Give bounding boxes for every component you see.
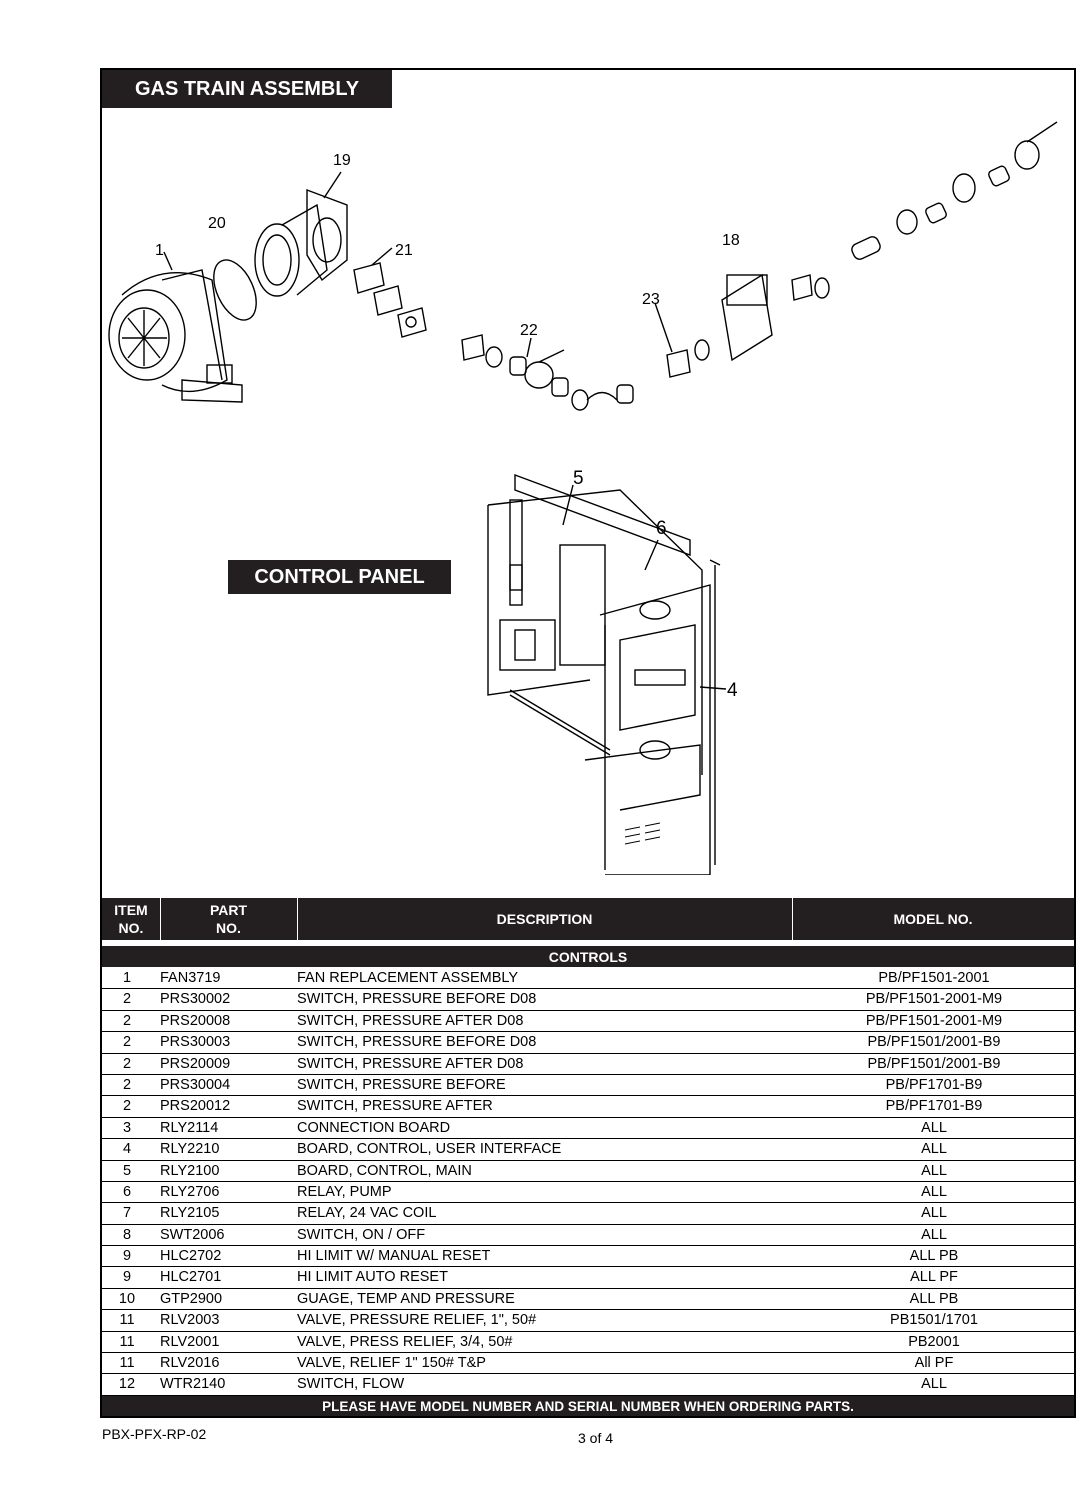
table-row: [102, 1054, 1074, 1075]
item-no-cell: 9: [122, 1248, 132, 1265]
model-no-cell: PB/PF1501/2001-B9: [867, 1055, 1001, 1072]
table-row: [102, 1332, 1074, 1353]
ordering-note: PLEASE HAVE MODEL NUMBER AND SERIAL NUMBER WHEN ORDERING PARTS.: [102, 1396, 1074, 1416]
part-no-cell: GTP2900: [160, 1290, 223, 1307]
part-no-cell: PRS30003: [160, 1034, 231, 1051]
part-no-cell: RLV2001: [160, 1333, 220, 1350]
blower-fan-drawing: [109, 270, 242, 402]
gas-train-title: GAS TRAIN ASSEMBLY: [102, 70, 392, 108]
item-no-cell: 2: [122, 1034, 132, 1051]
model-no-cell: ALL: [921, 1226, 947, 1243]
description-cell: BOARD, CONTROL, MAIN: [297, 1162, 472, 1179]
item-no-cell: 2: [122, 1076, 132, 1093]
description-cell: SWITCH, PRESSURE BEFORE: [297, 1076, 506, 1093]
description-cell: SWITCH, PRESSURE AFTER: [297, 1098, 493, 1115]
description-cell: GUAGE, TEMP AND PRESSURE: [297, 1290, 515, 1307]
model-no-cell: PB/PF1701-B9: [885, 1076, 983, 1093]
description-cell: RELAY, PUMP: [297, 1183, 392, 1200]
item-no-cell: 2: [122, 991, 132, 1008]
callout-19: 19: [333, 152, 351, 169]
part-no-cell: FAN3719: [160, 970, 221, 986]
item-no-cell: 8: [122, 1226, 132, 1243]
description-cell: VALVE, RELIEF 1" 150# T&P: [297, 1355, 486, 1372]
table-row: [102, 1096, 1074, 1117]
item-no-cell: 2: [122, 1098, 132, 1115]
description-cell: BOARD, CONTROL, USER INTERFACE: [297, 1141, 562, 1158]
part-no-cell: SWT2006: [160, 1226, 225, 1243]
callout-21: 21: [395, 242, 413, 259]
description-cell: SWITCH, PRESSURE AFTER D08: [297, 1055, 524, 1072]
description-cell: SWITCH, PRESSURE AFTER D08: [297, 1012, 524, 1029]
item-no-cell: 3: [122, 1119, 132, 1136]
table-row: [102, 1374, 1074, 1395]
item-no-cell: 11: [119, 1355, 135, 1372]
adapter-flange-drawing: [255, 190, 347, 296]
part-no-cell: RLY2100: [160, 1162, 220, 1179]
part-no-cell: RLY2114: [160, 1119, 219, 1136]
callout-23: 23: [642, 291, 660, 308]
callout-6: 6: [656, 518, 667, 539]
header-part-no: PART NO.: [209, 902, 248, 936]
item-no-cell: 10: [118, 1290, 136, 1307]
item-no-cell: 11: [119, 1333, 135, 1350]
table-row: [102, 1310, 1074, 1331]
model-no-cell: ALL: [921, 1141, 947, 1158]
description-cell: VALVE, PRESSURE RELIEF, 1", 50#: [297, 1312, 537, 1329]
callout-5: 5: [573, 468, 584, 489]
item-no-cell: 7: [122, 1205, 132, 1222]
table-row: [102, 1182, 1074, 1203]
model-no-cell: ALL: [921, 1183, 947, 1200]
table-header: [102, 898, 1074, 940]
part-no-cell: HLC2701: [160, 1269, 222, 1286]
description-cell: VALVE, PRESS RELIEF, 3/4, 50#: [297, 1333, 513, 1350]
part-no-cell: PRS30002: [160, 991, 231, 1008]
table-row: [102, 1289, 1074, 1310]
model-no-cell: ALL: [921, 1376, 947, 1393]
header-item-no: ITEM NO.: [114, 902, 148, 936]
control-panel-diagram: [470, 465, 770, 875]
part-no-cell: WTR2140: [160, 1376, 226, 1393]
table-row: [102, 1267, 1074, 1288]
callout-18: 18: [722, 232, 740, 249]
control-panel-title: CONTROL PANEL: [228, 560, 451, 594]
item-no-cell: 12: [118, 1376, 136, 1393]
table-row: [102, 1353, 1074, 1374]
table-row: [102, 1225, 1074, 1246]
table-row: [102, 1118, 1074, 1139]
item-no-cell: 5: [122, 1162, 132, 1179]
item-no-cell: 1: [122, 970, 132, 986]
table-row: [102, 1203, 1074, 1224]
description-cell: SWITCH, ON / OFF: [297, 1226, 426, 1243]
description-cell: SWITCH, PRESSURE BEFORE D08: [297, 991, 537, 1008]
parts-table-body: [102, 968, 1074, 1396]
model-no-cell: ALL PB: [909, 1290, 959, 1307]
description-cell: RELAY, 24 VAC COIL: [297, 1205, 437, 1222]
table-row: [102, 968, 1074, 989]
table-row: [102, 1161, 1074, 1182]
item-no-cell: 2: [122, 1055, 132, 1072]
part-no-cell: RLY2706: [160, 1183, 220, 1200]
item-no-cell: 4: [122, 1141, 132, 1158]
callout-1: 1: [155, 242, 164, 259]
part-no-cell: RLV2003: [160, 1312, 220, 1329]
part-no-cell: HLC2702: [160, 1248, 222, 1265]
header-description: DESCRIPTION: [496, 911, 593, 927]
group-controls: CONTROLS: [102, 946, 1074, 967]
model-no-cell: ALL: [921, 1205, 947, 1222]
description-cell: CONNECTION BOARD: [297, 1119, 451, 1136]
item-no-cell: 9: [122, 1269, 132, 1286]
model-no-cell: PB/PF1501-2001: [878, 970, 990, 986]
description-cell: SWITCH, FLOW: [297, 1376, 405, 1393]
description-cell: FAN REPLACEMENT ASSEMBLY: [297, 970, 519, 986]
callout-22: 22: [520, 322, 538, 339]
part-no-cell: RLY2105: [160, 1205, 220, 1222]
part-no-cell: RLY2210: [160, 1141, 220, 1158]
callout-20: 20: [208, 215, 226, 232]
page-number: 3 of 4: [578, 1430, 614, 1446]
model-no-cell: ALL: [921, 1162, 947, 1179]
description-cell: HI LIMIT AUTO RESET: [297, 1269, 448, 1286]
model-no-cell: PB/PF1701-B9: [885, 1098, 983, 1115]
item-no-cell: 6: [122, 1183, 132, 1200]
table-row: [102, 989, 1074, 1010]
table-row: [102, 1246, 1074, 1267]
model-no-cell: PB1501/1701: [890, 1312, 978, 1329]
model-no-cell: PB/PF1501-2001-M9: [865, 991, 1003, 1008]
table-row: [102, 1032, 1074, 1053]
part-no-cell: PRS20012: [160, 1098, 231, 1115]
item-no-cell: 2: [122, 1012, 132, 1029]
item-no-cell: 11: [119, 1312, 135, 1329]
part-no-cell: PRS30004: [160, 1076, 231, 1093]
model-no-cell: All PF: [914, 1355, 954, 1372]
document-code: PBX-PFX-RP-02: [102, 1426, 207, 1442]
model-no-cell: PB/PF1501-2001-M9: [865, 1012, 1003, 1029]
table-row: [102, 1075, 1074, 1096]
description-cell: HI LIMIT W/ MANUAL RESET: [297, 1248, 491, 1265]
callout-4: 4: [727, 680, 738, 701]
model-no-cell: ALL: [921, 1119, 947, 1136]
table-row: [102, 1011, 1074, 1032]
table-row: [102, 1139, 1074, 1160]
part-no-cell: PRS20008: [160, 1012, 231, 1029]
part-no-cell: PRS20009: [160, 1055, 231, 1072]
model-no-cell: ALL PB: [909, 1248, 959, 1265]
gas-train-diagram: [102, 110, 1074, 440]
description-cell: SWITCH, PRESSURE BEFORE D08: [297, 1034, 537, 1051]
model-no-cell: ALL PF: [910, 1269, 958, 1286]
part-no-cell: RLV2016: [160, 1355, 220, 1372]
model-no-cell: PB2001: [908, 1333, 960, 1350]
header-model-no: MODEL NO.: [893, 911, 973, 927]
model-no-cell: PB/PF1501/2001-B9: [867, 1034, 1001, 1051]
